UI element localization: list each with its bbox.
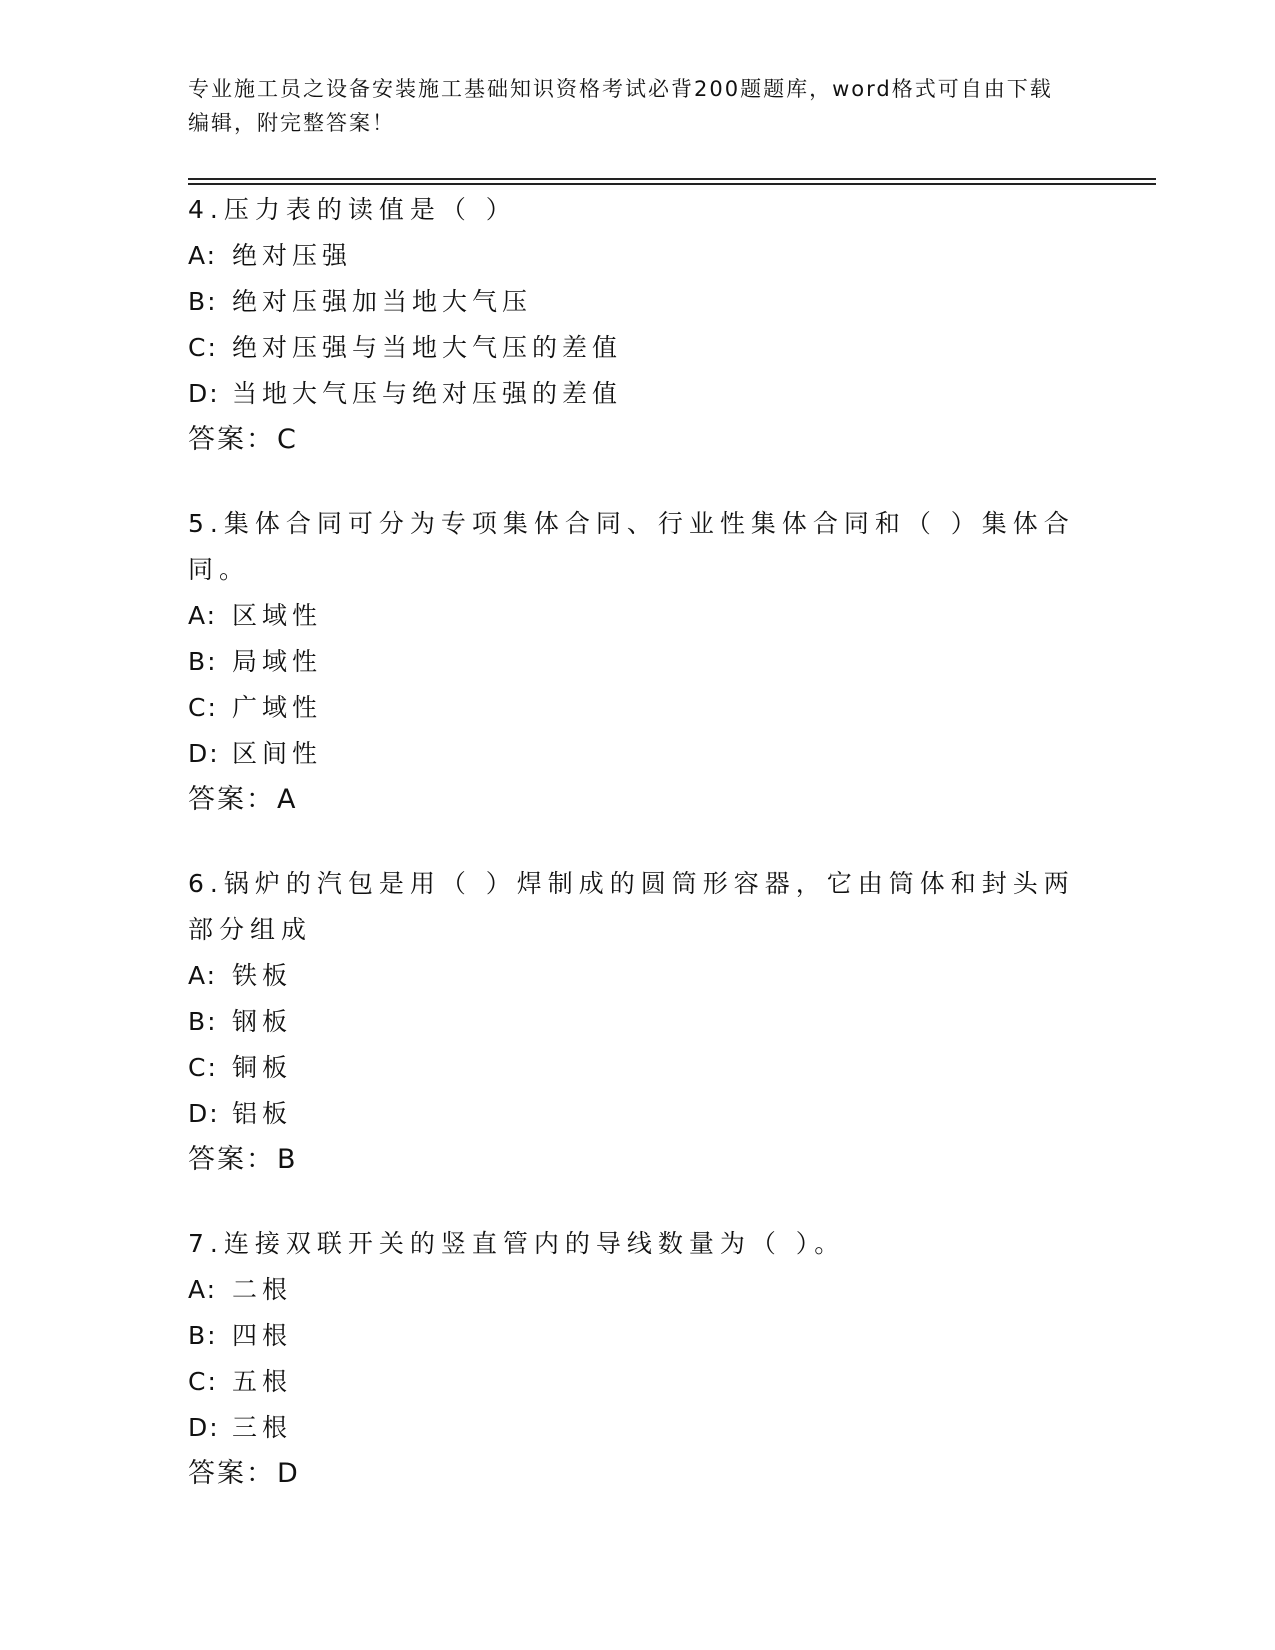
answer-line [188,1451,1088,1497]
option-text: 钢板 [232,1007,293,1036]
question-block [188,861,1088,1183]
option-key: C: [188,333,218,362]
option-key: D: [188,1099,220,1128]
option-b [188,999,1088,1045]
question-stem: 4.压力表的读值是（ ） [188,195,517,224]
answer-line [188,1137,1088,1183]
option-key: D: [188,1413,220,1442]
option-c [188,1045,1088,1091]
option-key: B: [188,287,218,316]
option-key: A: [188,241,218,270]
option-key: A: [188,601,218,630]
document-header: 专业施工员之设备安装施工基础知识资格考试必背200题题库，word格式可自由下载编辑，附完整答案！ [188,77,1053,135]
option-text: 区域性 [232,601,323,630]
option-text: 铝板 [232,1099,293,1128]
option-d [188,1091,1088,1137]
option-c [188,325,1088,371]
option-text: 五根 [232,1367,293,1396]
question-block [188,1221,1088,1497]
option-key: C: [188,1367,218,1396]
option-key: A: [188,1275,218,1304]
answer-label: 答案： [188,1144,275,1175]
option-a [188,233,1088,279]
option-a [188,593,1088,639]
answer-value: A [277,784,298,815]
option-a [188,953,1088,999]
option-key: D: [188,379,220,408]
header-divider-bottom [188,183,1156,185]
answer-value: B [277,1144,298,1175]
question-block [188,501,1088,823]
option-text: 铜板 [232,1053,293,1082]
answer-value: D [277,1458,300,1489]
option-text: 绝对压强加当地大气压 [232,287,533,316]
question-stem: 5.集体合同可分为专项集体合同、行业性集体合同和（ ）集体合同。 [188,509,1075,584]
answer-line [188,417,1088,463]
option-key: B: [188,1321,218,1350]
option-b [188,1313,1088,1359]
answer-line [188,777,1088,823]
option-key: B: [188,647,218,676]
option-text: 四根 [232,1321,293,1350]
option-text: 当地大气压与绝对压强的差值 [232,379,623,408]
question-list [188,187,1088,1535]
answer-value: C [277,424,298,455]
option-b [188,639,1088,685]
option-key: C: [188,693,218,722]
option-text: 广域性 [232,693,323,722]
answer-label: 答案： [188,424,275,455]
option-text: 绝对压强 [232,241,353,270]
question-stem: 6.锅炉的汽包是用（ ）焊制成的圆筒形容器，它由筒体和封头两部分组成 [188,869,1075,944]
option-c [188,1359,1088,1405]
option-c [188,685,1088,731]
option-d [188,1405,1088,1451]
answer-label: 答案： [188,1458,275,1489]
option-text: 二根 [232,1275,293,1304]
option-a [188,1267,1088,1313]
option-d [188,731,1088,777]
question-stem: 7.连接双联开关的竖直管内的导线数量为（ ）。 [188,1229,846,1258]
option-key: D: [188,739,220,768]
option-text: 区间性 [232,739,323,768]
option-text: 铁板 [232,961,293,990]
question-block [188,187,1088,463]
option-text: 三根 [232,1413,293,1442]
option-key: C: [188,1053,218,1082]
option-b [188,279,1088,325]
option-text: 局域性 [232,647,323,676]
option-text: 绝对压强与当地大气压的差值 [232,333,623,362]
option-key: B: [188,1007,218,1036]
answer-label: 答案： [188,784,275,815]
option-d [188,371,1088,417]
header-divider-top [188,178,1156,180]
option-key: A: [188,961,218,990]
